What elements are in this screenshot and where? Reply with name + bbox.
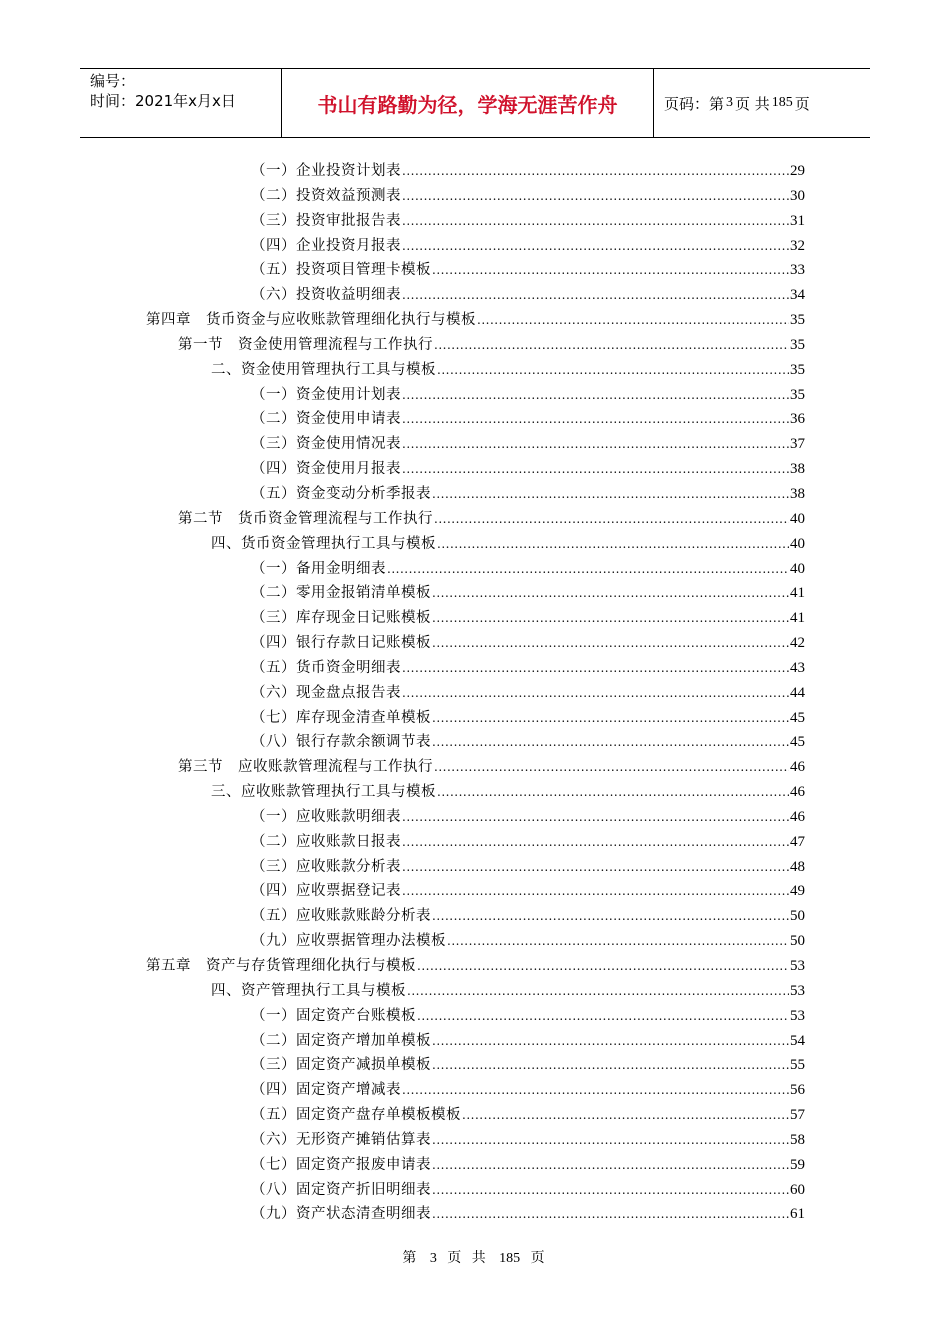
toc-leader-dots xyxy=(432,631,789,656)
toc-leader-dots xyxy=(432,730,789,755)
toc-leader-dots xyxy=(402,805,789,830)
toc-entry-page: 55 xyxy=(790,1057,805,1074)
toc-entry[interactable] xyxy=(0,482,950,507)
toc-entry[interactable] xyxy=(0,407,950,432)
toc-entry-page: 57 xyxy=(790,1107,805,1124)
footer-page-number: 3 xyxy=(429,1251,437,1266)
toc-entry-page: 40 xyxy=(790,535,805,552)
toc-entry-page: 41 xyxy=(790,585,805,602)
toc-entry-label: （四）资金使用月报表 xyxy=(251,461,401,478)
toc-entry[interactable] xyxy=(0,1178,950,1203)
footer-mid: 页 共 xyxy=(447,1250,489,1266)
toc-leader-dots xyxy=(432,482,789,507)
toc-entry-page: 33 xyxy=(790,262,805,279)
toc-entry[interactable] xyxy=(0,780,950,805)
toc-entry-label: （三）固定资产减损单模板 xyxy=(251,1057,431,1074)
toc-leader-dots xyxy=(432,1128,789,1153)
toc-entry-page: 41 xyxy=(790,610,805,627)
toc-entry[interactable] xyxy=(0,805,950,830)
page-footer xyxy=(0,1247,950,1267)
header-page-prefix: 页码：第 xyxy=(664,94,725,113)
toc-entry-page: 45 xyxy=(790,734,805,751)
toc-leader-dots xyxy=(432,1029,789,1054)
toc-entry-label: （五）资金变动分析季报表 xyxy=(251,485,431,502)
toc-entry[interactable] xyxy=(0,283,950,308)
toc-entry-page: 56 xyxy=(790,1082,805,1099)
toc-entry-label: （一）企业投资计划表 xyxy=(251,163,401,179)
toc-entry-label: （八）银行存款余额调节表 xyxy=(251,734,431,751)
toc-entry[interactable] xyxy=(0,358,950,383)
toc-entry-label: 第四章 货币资金与应收账款管理细化执行与模板 xyxy=(146,312,476,329)
toc-leader-dots xyxy=(462,1103,789,1128)
toc-entry[interactable] xyxy=(0,507,950,532)
toc-entry[interactable] xyxy=(0,904,950,929)
toc-leader-dots xyxy=(402,432,789,457)
toc-leader-dots xyxy=(402,383,789,408)
toc-entry-page: 31 xyxy=(790,212,805,229)
toc-entry-page: 35 xyxy=(790,336,805,353)
toc-entry-page: 38 xyxy=(790,461,805,478)
header-page-number: 3 xyxy=(726,95,734,110)
toc-entry-label: 第一节 资金使用管理流程与工作执行 xyxy=(178,336,433,353)
toc-leader-dots xyxy=(432,904,789,929)
toc-entry-page: 29 xyxy=(790,163,805,179)
toc-entry-label: （三）资金使用情况表 xyxy=(251,436,401,453)
toc-entry-page: 37 xyxy=(790,436,805,453)
toc-leader-dots xyxy=(402,830,789,855)
toc-entry-label: （三）应收账款分析表 xyxy=(251,858,401,875)
toc-leader-dots xyxy=(402,855,789,880)
toc-entry-label: 第三节 应收账款管理流程与工作执行 xyxy=(178,759,433,776)
toc-entry-page: 38 xyxy=(790,485,805,502)
toc-entry-page: 47 xyxy=(790,833,805,850)
toc-entry-page: 46 xyxy=(790,808,805,825)
toc-leader-dots xyxy=(402,209,789,234)
toc-leader-dots xyxy=(434,333,789,358)
toc-leader-dots xyxy=(387,557,789,582)
toc-entry-label: （五）投资项目管理卡模板 xyxy=(251,262,431,279)
toc-entry-label: （二）应收账款日报表 xyxy=(251,833,401,850)
toc-leader-dots xyxy=(402,159,789,184)
toc-leader-dots xyxy=(402,656,789,681)
toc-entry[interactable] xyxy=(0,432,950,457)
toc-entry-page: 50 xyxy=(790,933,805,950)
toc-entry-page: 35 xyxy=(790,312,805,329)
header-time-label: 时间：2021年x月x日 xyxy=(90,92,236,110)
header-page-mid: 页 共 xyxy=(735,94,770,113)
toc-entry[interactable] xyxy=(0,631,950,656)
toc-entry-page: 53 xyxy=(790,982,805,999)
page-header xyxy=(80,68,870,138)
toc-entry-label: （九）应收票据管理办法模板 xyxy=(251,933,446,950)
toc-entry[interactable] xyxy=(0,333,950,358)
toc-entry-page: 46 xyxy=(790,759,805,776)
toc-entry[interactable] xyxy=(0,730,950,755)
toc-entry[interactable] xyxy=(0,1004,950,1029)
toc-entry-page: 36 xyxy=(790,411,805,428)
toc-leader-dots xyxy=(407,979,789,1004)
toc-entry[interactable] xyxy=(0,681,950,706)
toc-entry[interactable] xyxy=(0,706,950,731)
toc-entry-label: （九）资产状态清查明细表 xyxy=(251,1206,431,1223)
toc-entry-label: （六）现金盘点报告表 xyxy=(251,684,401,701)
toc-entry-page: 43 xyxy=(790,659,805,676)
toc-entry-label: （二）资金使用申请表 xyxy=(251,411,401,428)
toc-entry[interactable] xyxy=(0,929,950,954)
toc-entry[interactable] xyxy=(0,879,950,904)
toc-entry-label: 四、资产管理执行工具与模板 xyxy=(211,982,406,999)
toc-entry[interactable] xyxy=(0,184,950,209)
toc-entry[interactable] xyxy=(0,1078,950,1103)
toc-leader-dots xyxy=(432,1202,789,1227)
toc-leader-dots xyxy=(437,358,789,383)
toc-entry-page: 45 xyxy=(790,709,805,726)
toc-entry-label: （六）投资收益明细表 xyxy=(251,287,401,304)
toc-entry[interactable] xyxy=(0,532,950,557)
toc-entry[interactable] xyxy=(0,606,950,631)
toc-leader-dots xyxy=(402,407,789,432)
header-code-label: 编号： xyxy=(90,72,136,90)
toc-leader-dots xyxy=(432,581,789,606)
toc-entry[interactable] xyxy=(0,1103,950,1128)
header-meta xyxy=(80,69,282,137)
table-of-contents xyxy=(0,159,950,1227)
toc-entry-page: 60 xyxy=(790,1181,805,1198)
toc-entry-page: 53 xyxy=(790,958,805,974)
toc-entry[interactable] xyxy=(0,557,950,582)
toc-leader-dots xyxy=(434,507,789,532)
toc-entry-label: 四、货币资金管理执行工具与模板 xyxy=(211,535,436,552)
toc-entry-page: 53 xyxy=(790,1007,805,1024)
toc-entry-page: 35 xyxy=(790,386,805,403)
toc-entry[interactable] xyxy=(0,954,950,979)
toc-entry-page: 35 xyxy=(790,361,805,378)
toc-entry-label: （七）固定资产报废申请表 xyxy=(251,1156,431,1173)
toc-entry-label: （四）企业投资月报表 xyxy=(251,237,401,254)
footer-suffix: 页 xyxy=(530,1250,548,1266)
toc-entry-page: 58 xyxy=(790,1131,805,1148)
toc-leader-dots xyxy=(402,1078,789,1103)
toc-leader-dots xyxy=(402,234,789,259)
toc-leader-dots xyxy=(432,258,789,283)
toc-leader-dots xyxy=(402,681,789,706)
header-page-total: 185 xyxy=(771,95,793,110)
header-page-suffix: 页 xyxy=(794,94,810,113)
toc-entry[interactable] xyxy=(0,1029,950,1054)
toc-entry-page: 32 xyxy=(790,237,805,254)
toc-entry-label: （四）应收票据登记表 xyxy=(251,883,401,900)
toc-entry-label: （五）应收账款账龄分析表 xyxy=(251,908,431,925)
toc-entry-label: 二、资金使用管理执行工具与模板 xyxy=(211,361,436,378)
toc-entry[interactable] xyxy=(0,234,950,259)
toc-entry[interactable] xyxy=(0,830,950,855)
toc-entry-label: 第五章 资产与存货管理细化执行与模板 xyxy=(146,958,416,974)
toc-entry-label: （七）库存现金清查单模板 xyxy=(251,709,431,726)
toc-entry[interactable] xyxy=(0,1153,950,1178)
toc-entry-page: 42 xyxy=(790,635,805,652)
toc-leader-dots xyxy=(437,780,789,805)
toc-entry-label: 三、应收账款管理执行工具与模板 xyxy=(211,784,436,801)
toc-entry-page: 48 xyxy=(790,858,805,875)
toc-leader-dots xyxy=(432,606,789,631)
toc-entry-label: （二）投资效益预测表 xyxy=(251,187,401,204)
toc-entry-page: 44 xyxy=(790,684,805,701)
toc-entry[interactable] xyxy=(0,457,950,482)
toc-entry-page: 34 xyxy=(790,287,805,304)
toc-entry[interactable] xyxy=(0,755,950,780)
toc-entry-label: （四）固定资产增减表 xyxy=(251,1082,401,1099)
toc-leader-dots xyxy=(402,184,789,209)
toc-entry[interactable] xyxy=(0,308,950,333)
toc-entry-label: 第二节 货币资金管理流程与工作执行 xyxy=(178,510,433,527)
toc-entry-page: 59 xyxy=(790,1156,805,1173)
toc-entry[interactable] xyxy=(0,1128,950,1153)
toc-entry[interactable] xyxy=(0,1202,950,1227)
footer-prefix: 第 xyxy=(402,1250,420,1266)
toc-entry[interactable] xyxy=(0,656,950,681)
toc-entry-page: 40 xyxy=(790,510,805,527)
toc-leader-dots xyxy=(417,954,789,979)
toc-entry[interactable] xyxy=(0,1053,950,1078)
toc-leader-dots xyxy=(432,1153,789,1178)
header-page-info xyxy=(654,69,870,137)
footer-page-total: 185 xyxy=(499,1251,521,1266)
toc-entry-page: 40 xyxy=(790,560,805,577)
toc-entry-label: （六）无形资产摊销估算表 xyxy=(251,1131,431,1148)
toc-entry[interactable] xyxy=(0,258,950,283)
toc-leader-dots xyxy=(402,283,789,308)
toc-entry-label: （五）固定资产盘存单模板模板 xyxy=(251,1107,461,1124)
toc-entry-page: 49 xyxy=(790,883,805,900)
toc-entry-page: 30 xyxy=(790,187,805,204)
toc-entry-label: （三）投资审批报告表 xyxy=(251,212,401,229)
toc-entry-page: 54 xyxy=(790,1032,805,1049)
toc-leader-dots xyxy=(402,457,789,482)
toc-entry-label: （八）固定资产折旧明细表 xyxy=(251,1181,431,1198)
toc-entry-label: （一）应收账款明细表 xyxy=(251,808,401,825)
toc-leader-dots xyxy=(434,755,789,780)
toc-entry-page: 46 xyxy=(790,784,805,801)
toc-leader-dots xyxy=(402,879,789,904)
toc-entry-label: （三）库存现金日记账模板 xyxy=(251,610,431,627)
toc-leader-dots xyxy=(437,532,789,557)
toc-entry[interactable] xyxy=(0,159,950,184)
toc-leader-dots xyxy=(432,1178,789,1203)
header-motto: 书山有路勤为径，学海无涯苦作舟 xyxy=(282,69,654,137)
toc-entry-label: （一）备用金明细表 xyxy=(251,560,386,577)
toc-entry-label: （二）零用金报销清单模板 xyxy=(251,585,431,602)
toc-entry[interactable] xyxy=(0,209,950,234)
toc-entry[interactable] xyxy=(0,855,950,880)
toc-entry[interactable] xyxy=(0,581,950,606)
toc-leader-dots xyxy=(477,308,789,333)
toc-entry-label: （一）固定资产台账模板 xyxy=(251,1007,416,1024)
toc-entry-label: （五）货币资金明细表 xyxy=(251,659,401,676)
toc-entry-page: 50 xyxy=(790,908,805,925)
toc-leader-dots xyxy=(432,706,789,731)
toc-leader-dots xyxy=(417,1004,789,1029)
toc-entry[interactable] xyxy=(0,979,950,1004)
toc-entry-label: （四）银行存款日记账模板 xyxy=(251,635,431,652)
toc-leader-dots xyxy=(447,929,789,954)
toc-leader-dots xyxy=(432,1053,789,1078)
toc-entry[interactable] xyxy=(0,383,950,408)
toc-entry-label: （一）资金使用计划表 xyxy=(251,386,401,403)
toc-entry-page: 61 xyxy=(790,1206,805,1223)
toc-entry-label: （二）固定资产增加单模板 xyxy=(251,1032,431,1049)
